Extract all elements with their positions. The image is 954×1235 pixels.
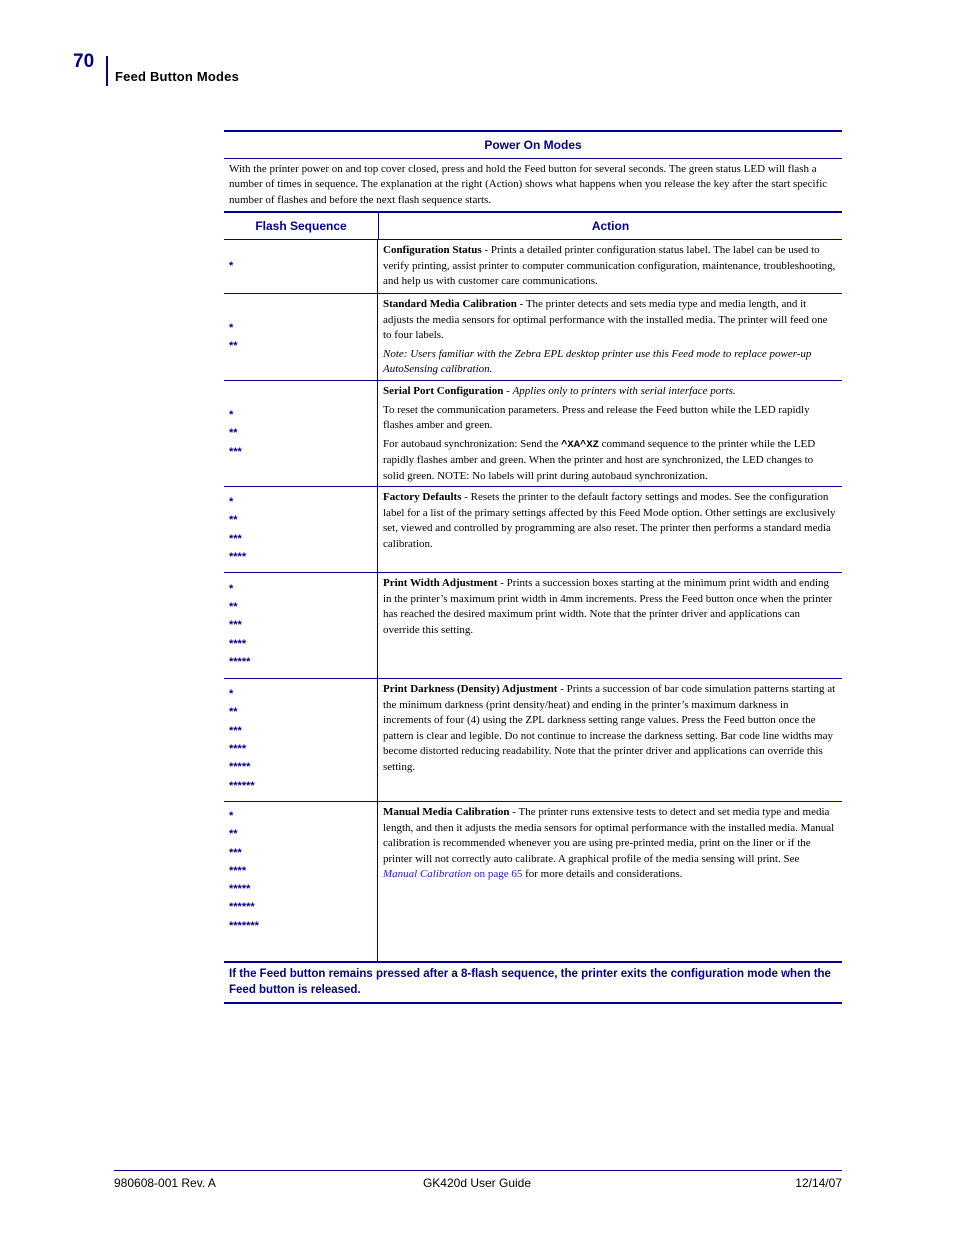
flash-stars: ***: [229, 846, 242, 859]
action-text: for more details and considerations.: [522, 868, 683, 881]
table-row: [224, 294, 842, 381]
action-title: Print Width Adjustment: [383, 577, 498, 589]
flash-stars: ****: [229, 743, 247, 755]
flash-stars: *******: [229, 919, 259, 932]
flash-sequence-cell: [224, 487, 378, 572]
action-text-italic: Applies only to printers with serial interface ports.: [512, 385, 736, 397]
footer-guide-title: GK420d User Guide: [422, 1176, 532, 1190]
flash-stars: *: [229, 582, 234, 595]
action-cell: [378, 240, 842, 293]
action-title: Serial Port Configuration: [383, 385, 504, 397]
flash-stars: **: [229, 601, 238, 614]
action-text: command sequence to the printer while the LED rapidly flashes amber and green. When the printer and host are synchronized, the LED changes to solid green. NOTE: No labels will print during autobaud synchronization.: [383, 437, 816, 482]
action-cell: [378, 573, 842, 678]
action-text: -: [503, 385, 513, 397]
flash-stars: **: [229, 340, 238, 352]
table-row: [224, 240, 842, 294]
flash-stars: ***: [229, 532, 242, 545]
table-intro: With the printer power on and top cover closed, press and hold the Feed button for several seconds. The green status LED will flash a number of times in sequence. The explanation at the right (Action) shows what happens when you release the key after the start specific number of flashes and before the next flash sequence starts.: [224, 159, 842, 213]
flash-sequence-cell: [224, 381, 378, 486]
manual-calibration-link[interactable]: [383, 868, 522, 880]
flash-stars: ****: [229, 550, 247, 563]
table-row: [224, 573, 842, 679]
flash-stars: *: [229, 495, 234, 508]
action-title: Factory Defaults: [383, 491, 462, 503]
flash-stars: *: [229, 688, 234, 701]
flash-stars: *: [229, 409, 234, 422]
table-title: Power On Modes: [224, 132, 842, 159]
column-header-flash-sequence: Flash Sequence: [224, 213, 379, 239]
flash-stars: ***: [229, 724, 242, 737]
command-code: ^XA^XZ: [561, 438, 599, 451]
action-text: - The printer runs extensive tests to detect and set media type and media length, and then it adjusts the media sensors for optimal performance with the installed media. Manual calibration is recommended whenever you are using pre-printed media, print on the liner or if the printer will not correctly auto calibrate. A graphical profile of the media sensing will print. See: [383, 806, 835, 865]
flash-stars: ****: [229, 637, 247, 650]
action-cell: [378, 802, 842, 961]
column-headers: [224, 213, 842, 240]
table-row: [224, 381, 842, 487]
flash-sequence-cell: [224, 679, 378, 801]
flash-stars: **: [229, 706, 238, 719]
flash-stars: ****: [229, 864, 247, 877]
flash-stars: *****: [229, 883, 251, 896]
flash-stars: **: [229, 828, 238, 841]
footer-divider: [114, 1170, 842, 1171]
flash-stars: *: [229, 260, 234, 273]
action-text: - Prints a detailed printer configuration status label. The label can be used to verify printing, assist printer to computer communication configuration, maintenance, troubleshooting, and help us with customer care communications.: [383, 244, 836, 288]
flash-stars: *****: [229, 655, 251, 668]
action-title: Standard Media Calibration: [383, 298, 517, 310]
column-header-action: Action: [591, 219, 630, 233]
flash-sequence-cell: [224, 802, 378, 961]
action-text: - Prints a succession boxes starting at the minimum print width and ending in the printer’s maximum print width in 4mm increments. Press the Feed button once when the printer has reached the desired maximum print width. Note that the printer driver and applications can override this setting.: [383, 577, 833, 636]
action-title: Print Darkness (Density) Adjustment: [383, 683, 558, 695]
power-on-modes-table: [224, 130, 842, 1004]
table-row: [224, 802, 842, 963]
flash-stars: *: [229, 321, 234, 334]
action-title: Manual Media Calibration: [383, 806, 510, 818]
footer-doc-number: 980608-001 Rev. A: [114, 1176, 216, 1190]
flash-stars: *: [229, 810, 234, 822]
section-title: Feed Button Modes: [115, 69, 240, 84]
flash-sequence-cell: [224, 240, 378, 293]
action-paragraph: To reset the communication parameters. Press and release the Feed button while the LED rapidly flashes amber and green.: [383, 403, 810, 432]
header-divider: [106, 56, 108, 86]
action-cell: [378, 294, 842, 380]
flash-stars: ***: [229, 619, 242, 632]
footer-date: 12/14/07: [795, 1176, 842, 1190]
flash-stars: ***: [229, 445, 242, 458]
flash-sequence-cell: [224, 294, 378, 380]
link-page: on page 65: [471, 868, 523, 881]
flash-sequence-cell: [224, 573, 378, 678]
flash-stars: **: [229, 427, 238, 440]
action-text: - The printer detects and sets media type and media length, and it adjusts the media sensors for optimal performance with the installed media. The printer will feed one to four labels.: [383, 298, 828, 342]
table-row: [224, 487, 842, 573]
action-text: For autobaud synchronization: Send the: [383, 437, 562, 450]
action-text: - Resets the printer to the default factory settings and modes. See the configuration label for a list of the primary settings affected by this Feed Mode option. Other settings are exclusively set, viewed and controlled by programming are also reset. The printer then performs a standard media calibration.: [383, 491, 836, 550]
action-title: Configuration Status: [383, 244, 482, 256]
flash-stars: ******: [229, 779, 255, 792]
action-cell: [378, 679, 842, 801]
table-row: [224, 679, 842, 802]
table-footnote: If the Feed button remains pressed after a 8-flash sequence, the printer exits the configuration mode when the Feed button is released.: [229, 968, 831, 996]
flash-stars: **: [229, 514, 238, 527]
flash-stars: *****: [229, 761, 251, 774]
page-number: 70: [73, 51, 95, 72]
link-text: Manual Calibration: [383, 868, 472, 881]
action-cell: [378, 487, 842, 572]
action-text: - Prints a succession of bar code simulation patterns starting at the minimum darkness (print density/heat) and ending in the printer’s maximum darkness in increments of four (4) using the ZPL darkness setting range values. Press the Feed button once the pattern is clear and legible. Do not continue to increase the darkness setting. Bar code line widths may become distorted reducing readability. Note that the printer driver and applications can override this setting.: [383, 683, 836, 773]
action-note: Note: Users familiar with the Zebra EPL desktop printer use this Feed mode to replace power-up AutoSensing calibration.: [383, 347, 812, 376]
flash-stars: ******: [229, 901, 255, 914]
action-cell: [378, 381, 842, 486]
